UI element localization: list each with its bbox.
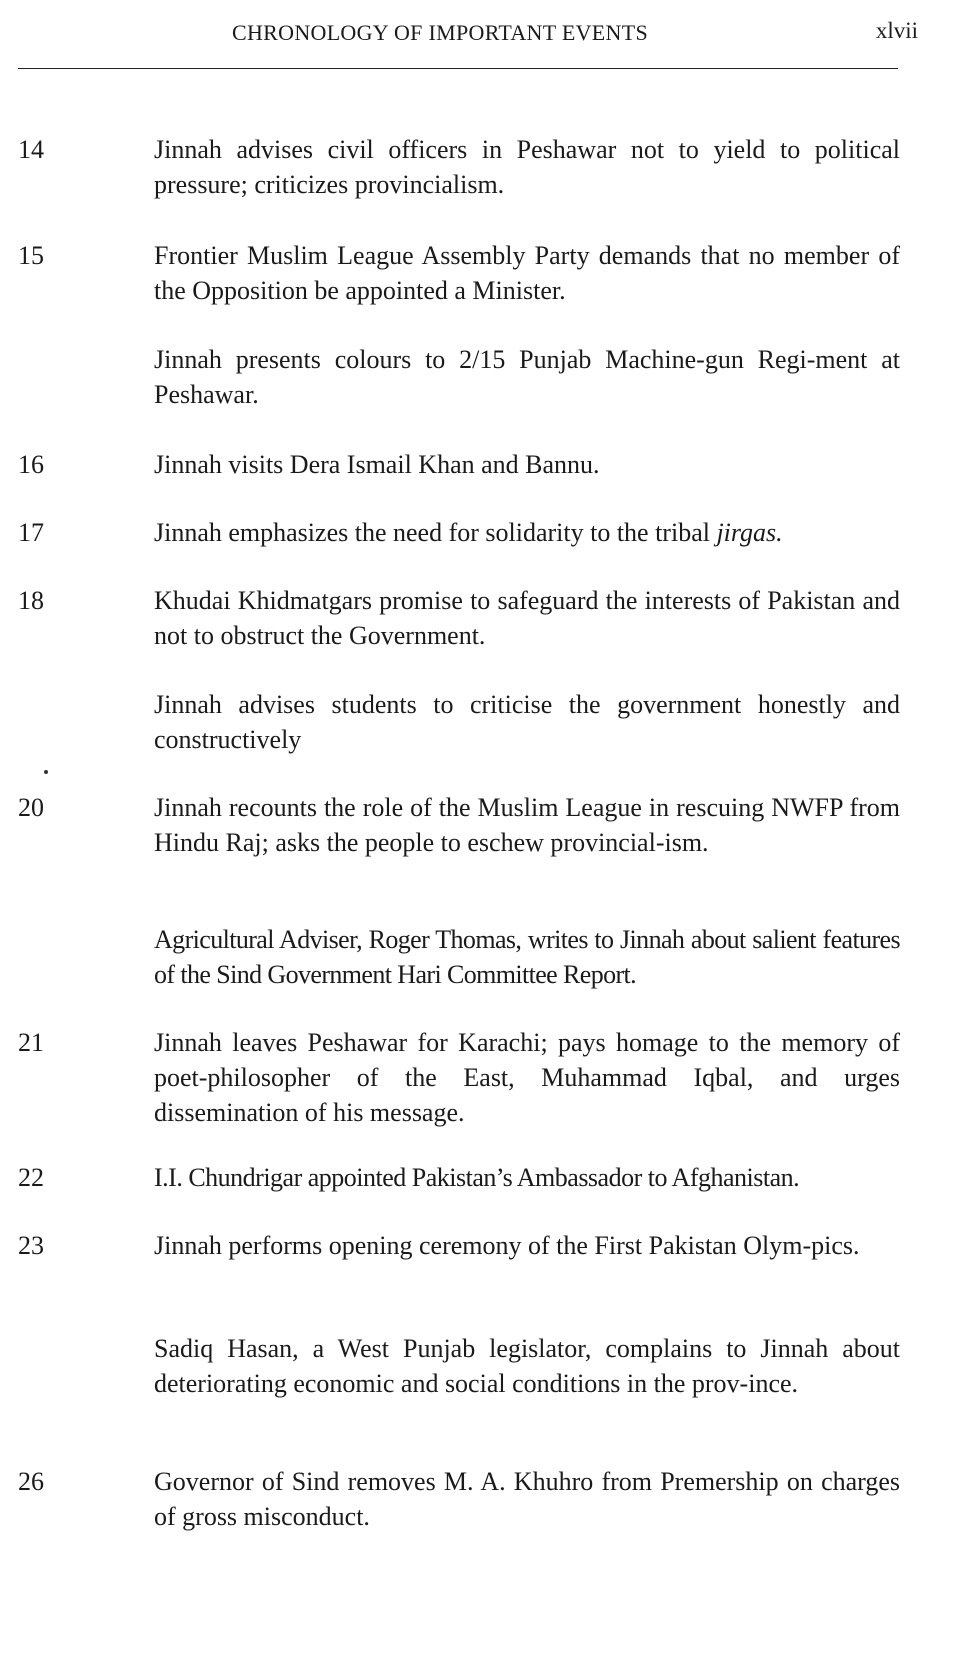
entry-day: 17 [18,518,44,547]
page-number: xlvii [875,18,918,43]
entry-day: 22 [18,1163,44,1192]
entry-text: Governor of Sind removes M. A. Khuhro from Premership on charges of gross misconduct. [154,1467,900,1531]
entry-text: Jinnah advises students to criticise the government honestly and constructively [154,690,900,754]
entry-20 [0,790,900,860]
entry-text: Jinnah performs opening ceremony of the First Pakistan Olym-pics. [154,1231,860,1260]
entry-23 [0,1228,900,1263]
entry-day: 18 [18,586,44,615]
entry-text: Jinnah visits Dera Ismail Khan and Bannu. [154,450,600,479]
entry-day: 15 [18,241,44,270]
entry-day: 23 [18,1231,44,1260]
entry-text-italic: jirgas. [716,518,783,547]
entry-day: 14 [18,135,44,164]
entry-18 [0,583,900,653]
entry-day: 26 [18,1467,44,1496]
page-title: CHRONOLOGY OF IMPORTANT EVENTS [232,20,648,45]
entry-text-main: Jinnah emphasizes the need for solidarity to the tribal [154,518,717,547]
entry-16 [0,447,900,482]
entry-14 [0,132,900,202]
running-header [18,18,918,70]
entry-20-continued [0,922,900,992]
entry-17 [0,515,900,550]
entry-day: 16 [18,450,44,479]
entry-text: Sadiq Hasan, a West Punjab legislator, complains to Jinnah about deteriorating economic and social conditions in the prov-ince. [154,1334,900,1398]
entry-text: Khudai Khidmatgars promise to safeguard the interests of Pakistan and not to obstruct the Government. [154,586,900,650]
entry-day: 21 [18,1028,44,1057]
entry-23-continued [0,1331,900,1401]
entry-22 [0,1160,900,1195]
entry-text: Jinnah recounts the role of the Muslim League in rescuing NWFP from Hindu Raj; asks the people to eschew provincial-ism. [154,793,900,857]
entry-text [154,515,900,550]
stray-mark [44,770,48,774]
entry-15-continued [0,342,900,412]
entry-26 [0,1464,900,1534]
entry-text: Jinnah presents colours to 2/15 Punjab Machine-gun Regi-ment at Peshawar. [154,345,900,409]
entry-18-continued [0,687,900,757]
entry-day: 20 [18,793,44,822]
entry-21 [0,1025,900,1130]
header-rule [18,68,898,69]
entry-text: Frontier Muslim League Assembly Party demands that no member of the Opposition be appointed a Minister. [154,241,900,305]
entry-text: I.I. Chundrigar appointed Pakistan’s Ambassador to Afghanistan. [154,1163,800,1192]
entry-text: Jinnah advises civil officers in Peshawar not to yield to political pressure; criticizes provincialism. [154,135,900,199]
entry-text: Agricultural Adviser, Roger Thomas, writes to Jinnah about salient features of the Sind Government Hari Committee Report. [154,925,900,989]
entry-text: Jinnah leaves Peshawar for Karachi; pays homage to the memory of poet-philosopher of the East, Muhammad Iqbal, and urges dissemination of his message. [154,1028,900,1127]
entry-15 [0,238,900,308]
